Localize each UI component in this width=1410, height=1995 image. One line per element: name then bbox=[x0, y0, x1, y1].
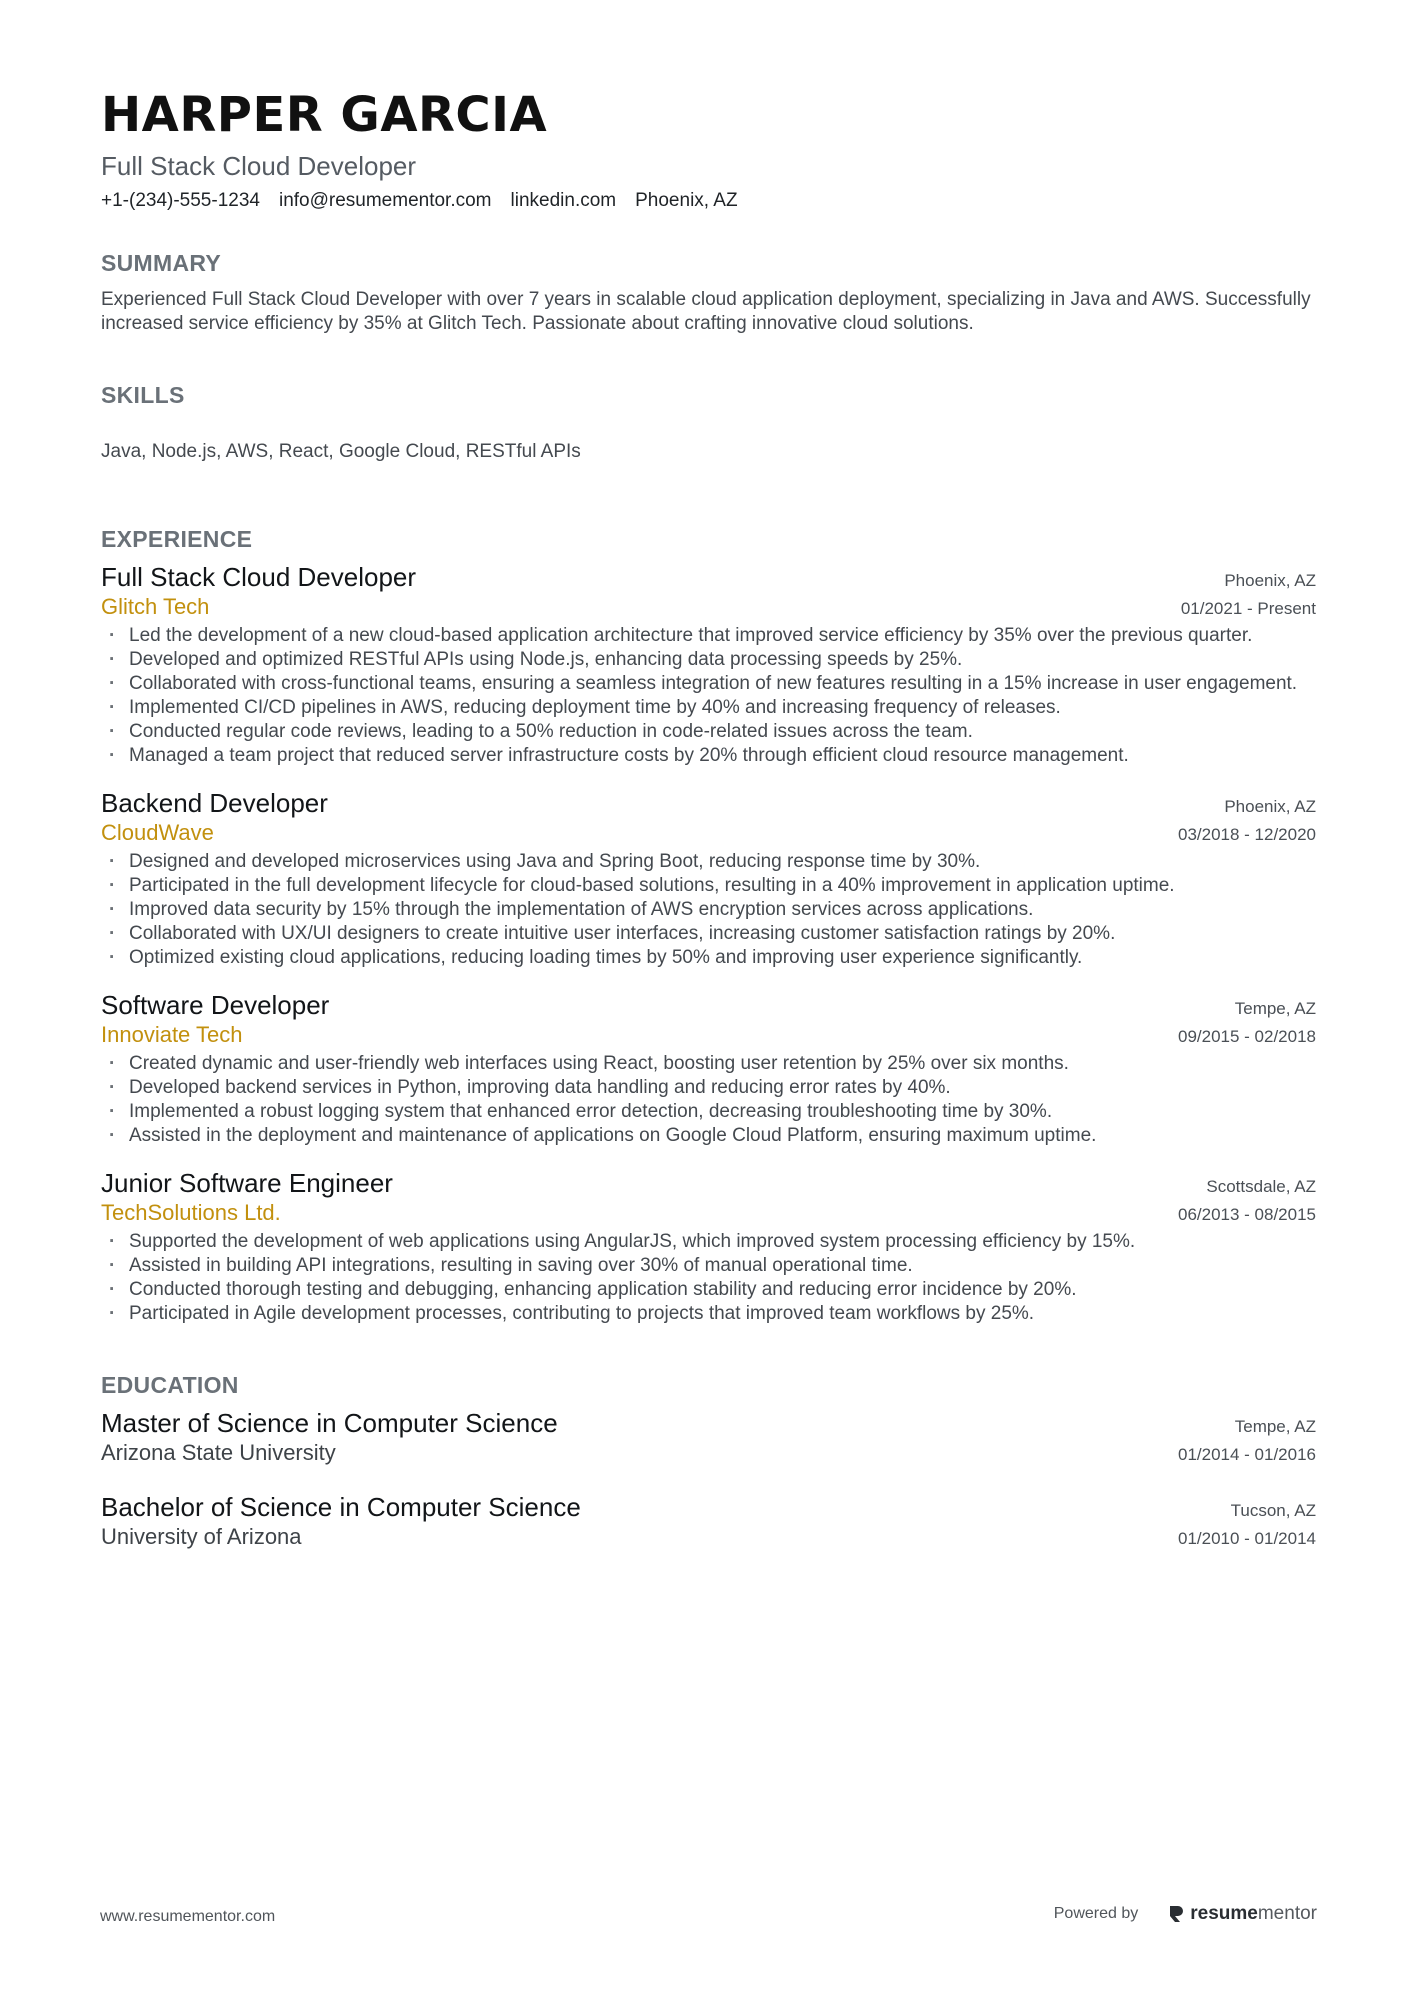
candidate-name: HARPER GARCIA bbox=[101, 87, 548, 143]
company-name: TechSolutions Ltd. bbox=[101, 1200, 281, 1225]
job-dates: 09/2015 - 02/2018 bbox=[1177, 1027, 1316, 1046]
bullet-item: · Optimized existing cloud applications, reducing loading times by 50% and improving user experience significantly. bbox=[101, 946, 1316, 970]
job-bullets bbox=[101, 624, 1316, 768]
job-entry bbox=[101, 562, 1316, 768]
job-title: Software Developer bbox=[101, 990, 330, 1020]
job-location: Phoenix, AZ bbox=[1224, 797, 1316, 816]
bullet-item: · Collaborated with cross-functional teams, ensuring a seamless integration of new features resulting in a 15% increase in user engagement. bbox=[101, 672, 1316, 696]
summary-section bbox=[101, 248, 1316, 336]
contact-row bbox=[101, 186, 1316, 216]
education-entry bbox=[101, 1492, 1316, 1552]
job-location: Scottsdale, AZ bbox=[1206, 1177, 1316, 1196]
job-title: Backend Developer bbox=[101, 788, 328, 818]
resumementor-logo-icon bbox=[1168, 1904, 1184, 1924]
email-address[interactable]: info@resumementor.com bbox=[278, 190, 492, 211]
job-dates: 03/2018 - 12/2020 bbox=[1177, 825, 1316, 844]
education-section bbox=[101, 1370, 1316, 1552]
summary-text: Experienced Full Stack Cloud Developer with over 7 years in scalable cloud application deployment, specializing in Java and AWS. Successfully increased service efficiency by 35% at Glitch Tech. Passionate about crafting innovative cloud solutions. bbox=[101, 289, 1311, 334]
bullet-item: · Assisted in building API integrations, resulting in saving over 30% of manual operational time. bbox=[101, 1254, 1316, 1278]
linkedin-link[interactable]: linkedin.com bbox=[510, 190, 617, 211]
job-bullets bbox=[101, 1052, 1316, 1148]
bullet-item: · Improved data security by 15% through the implementation of AWS encryption services across applications. bbox=[101, 898, 1316, 922]
bullet-item: · Led the development of a new cloud-based application architecture that improved service efficiency by 35% over the previous quarter. bbox=[101, 624, 1316, 648]
job-title: Junior Software Engineer bbox=[101, 1168, 393, 1198]
resume-page bbox=[101, 80, 1316, 1552]
bullet-item: · Participated in Agile development processes, contributing to projects that improved team workflows by 25%. bbox=[101, 1302, 1316, 1326]
job-bullets bbox=[101, 850, 1316, 970]
education-heading: EDUCATION bbox=[101, 1372, 239, 1398]
school-name: University of Arizona bbox=[101, 1524, 302, 1549]
powered-by-label: Powered by bbox=[1053, 1905, 1139, 1922]
company-name: Glitch Tech bbox=[101, 594, 210, 619]
bullet-item: · Assisted in the deployment and maintenance of applications on Google Cloud Platform, ensuring maximum uptime. bbox=[101, 1124, 1316, 1148]
bullet-item: · Collaborated with UX/UI designers to create intuitive user interfaces, increasing customer satisfaction ratings by 20%. bbox=[101, 922, 1316, 946]
skills-section bbox=[101, 380, 1316, 464]
job-location: Phoenix, AZ bbox=[1224, 571, 1316, 590]
job-dates: 01/2021 - Present bbox=[1180, 599, 1316, 618]
bullet-item: · Developed backend services in Python, improving data handling and reducing error rates by 40%. bbox=[101, 1076, 1316, 1100]
job-dates: 06/2013 - 08/2015 bbox=[1177, 1205, 1316, 1224]
bullet-item: · Designed and developed microservices using Java and Spring Boot, reducing response time by 30%. bbox=[101, 850, 1316, 874]
bullet-item: · Conducted thorough testing and debugging, enhancing application stability and reducing error incidence by 20%. bbox=[101, 1278, 1316, 1302]
job-bullets bbox=[101, 1230, 1316, 1326]
skills-heading: SKILLS bbox=[101, 382, 185, 408]
phone-number[interactable]: +1-(234)-555-1234 bbox=[101, 190, 260, 211]
bullet-item: · Implemented CI/CD pipelines in AWS, reducing deployment time by 40% and increasing frequency of releases. bbox=[101, 696, 1316, 720]
bullet-item: · Implemented a robust logging system that enhanced error detection, decreasing troubleshooting time by 30%. bbox=[101, 1100, 1316, 1124]
school-name: Arizona State University bbox=[101, 1440, 336, 1465]
summary-heading: SUMMARY bbox=[101, 250, 222, 276]
brand-name-bold: resume bbox=[1190, 1903, 1258, 1924]
brand-name-light: mentor bbox=[1257, 1903, 1317, 1924]
brand-logo[interactable] bbox=[1168, 1903, 1317, 1925]
bullet-item: · Conducted regular code reviews, leading to a 50% reduction in code-related issues across the team. bbox=[101, 720, 1316, 744]
job-location: Tempe, AZ bbox=[1234, 999, 1316, 1018]
job-entry bbox=[101, 788, 1316, 970]
footer-powered-by bbox=[1054, 1903, 1317, 1925]
candidate-title: Full Stack Cloud Developer bbox=[101, 151, 417, 181]
bullet-item: · Participated in the full development lifecycle for cloud-based solutions, resulting in a 40% improvement in application uptime. bbox=[101, 874, 1316, 898]
job-title: Full Stack Cloud Developer bbox=[101, 562, 417, 592]
education-location: Tempe, AZ bbox=[1234, 1417, 1316, 1436]
footer-website-link[interactable]: www.resumementor.com bbox=[100, 1908, 276, 1925]
degree-title: Bachelor of Science in Computer Science bbox=[101, 1492, 581, 1522]
company-name: CloudWave bbox=[101, 820, 214, 845]
job-entry bbox=[101, 1168, 1316, 1326]
skills-text: Java, Node.js, AWS, React, Google Cloud, RESTful APIs bbox=[101, 441, 581, 462]
bullet-item: · Supported the development of web applications using AngularJS, which improved system processing efficiency by 15%. bbox=[101, 1230, 1316, 1254]
degree-title: Master of Science in Computer Science bbox=[101, 1408, 558, 1438]
experience-heading: EXPERIENCE bbox=[101, 526, 253, 552]
job-entry bbox=[101, 990, 1316, 1148]
education-dates: 01/2014 - 01/2016 bbox=[1177, 1445, 1316, 1464]
bullet-item: · Developed and optimized RESTful APIs using Node.js, enhancing data processing speeds by 25%. bbox=[101, 648, 1316, 672]
education-location: Tucson, AZ bbox=[1230, 1501, 1316, 1520]
experience-section bbox=[101, 524, 1316, 1326]
location-text: Phoenix, AZ bbox=[635, 190, 738, 211]
bullet-item: · Created dynamic and user-friendly web interfaces using React, boosting user retention by 25% over six months. bbox=[101, 1052, 1316, 1076]
bullet-item: · Managed a team project that reduced server infrastructure costs by 20% through efficient cloud resource management. bbox=[101, 744, 1316, 768]
education-dates: 01/2010 - 01/2014 bbox=[1177, 1529, 1316, 1548]
education-entry bbox=[101, 1408, 1316, 1468]
company-name: Innoviate Tech bbox=[101, 1022, 243, 1047]
